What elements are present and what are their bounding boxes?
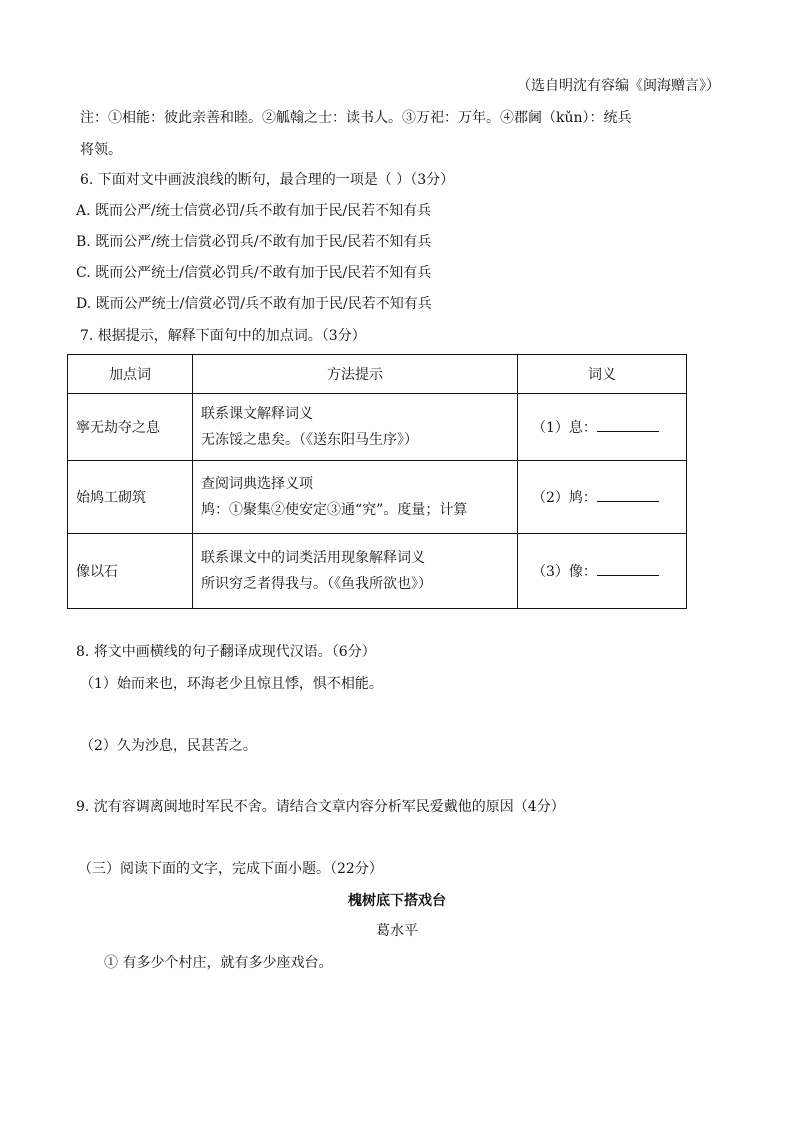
hint-line-2: 无冻馁之患矣。（《送东阳马生序》） (201, 432, 418, 448)
question-6-option-a: A. 既而公严/统士信赏必罚/兵不敢有加于民/民若不知有兵 (76, 203, 432, 219)
note-line-2: 将领。 (80, 142, 122, 158)
question-6-option-d: D. 既而公严统士/信赏必罚/兵不敢有加于民/民若不知有兵 (76, 296, 432, 312)
question-6-stem: 6. 下面对文中画波浪线的断句，最合理的一项是（ ）（3分） (80, 172, 455, 188)
source-citation: （选自明沈有容编《闽海赠言》） (517, 78, 720, 94)
row-hint (193, 461, 518, 534)
hint-line-2: 所识穷乏者得我与。（《鱼我所欲也》） (201, 576, 432, 592)
question-7-stem: 7. 根据提示，解释下面句中的加点词。（3分） (80, 328, 366, 344)
question-9-stem: 9. 沈有容调离闽地时军民不舍。请结合文章内容分析军民爱戴他的原因（4分） (76, 799, 565, 815)
row-word: 像以石 (68, 534, 193, 609)
article-author: 葛水平 (376, 923, 418, 939)
row-meaning (518, 534, 687, 609)
answer-blank[interactable] (597, 561, 659, 576)
header-hint: 方法提示 (193, 355, 518, 394)
question-8-item-1: （1）始而来也，环海老少且惊且悸，惧不相能。 (80, 676, 383, 692)
hint-line-1: 联系课文解释词义 (201, 406, 313, 422)
meaning-label: （2）鸠： (532, 490, 597, 506)
table-row (68, 394, 687, 461)
meaning-label: （1）息： (532, 420, 597, 436)
hint-line-2: 鸠：①聚集②使安定③通“究”。度量；计算 (201, 502, 468, 518)
row-meaning (518, 461, 687, 534)
section-3-heading: （三）阅读下面的文字，完成下面小题。（22分） (78, 861, 383, 877)
row-word: 寧无劫夺之息 (68, 394, 193, 461)
note-line-1: 注：①相能：彼此亲善和睦。②觚翰之士：读书人。③万祀：万年。④郡阃（kǔn）：统兵 (80, 110, 632, 126)
row-hint (193, 534, 518, 609)
header-meaning: 词义 (518, 355, 687, 394)
hint-line-1: 查阅词典选择义项 (201, 476, 313, 492)
vocab-table (67, 354, 687, 609)
row-meaning (518, 394, 687, 461)
table-row (68, 534, 687, 609)
question-8-stem: 8. 将文中画横线的句子翻译成现代汉语。（6分） (76, 644, 376, 660)
question-6-option-c: C. 既而公严统士/信赏必罚兵/不敢有加于民/民若不知有兵 (76, 265, 432, 281)
question-8-item-2: （2）久为沙息，民甚苦之。 (80, 738, 257, 754)
hint-line-1: 联系课文中的词类活用现象解释词义 (201, 550, 425, 566)
table-row (68, 461, 687, 534)
article-title: 槐树底下搭戏台 (348, 893, 446, 909)
table-header-row (68, 355, 687, 394)
meaning-label: （3）像： (532, 564, 597, 580)
article-paragraph-1: ① 有多少个村庄，就有多少座戏台。 (104, 955, 333, 971)
row-word: 始鸠工砌筑 (68, 461, 193, 534)
header-word: 加点词 (68, 355, 193, 394)
answer-blank[interactable] (597, 417, 659, 432)
question-6-option-b: B. 既而公严/统士信赏必罚兵/不敢有加于民/民若不知有兵 (76, 234, 432, 250)
answer-blank[interactable] (597, 487, 659, 502)
row-hint (193, 394, 518, 461)
